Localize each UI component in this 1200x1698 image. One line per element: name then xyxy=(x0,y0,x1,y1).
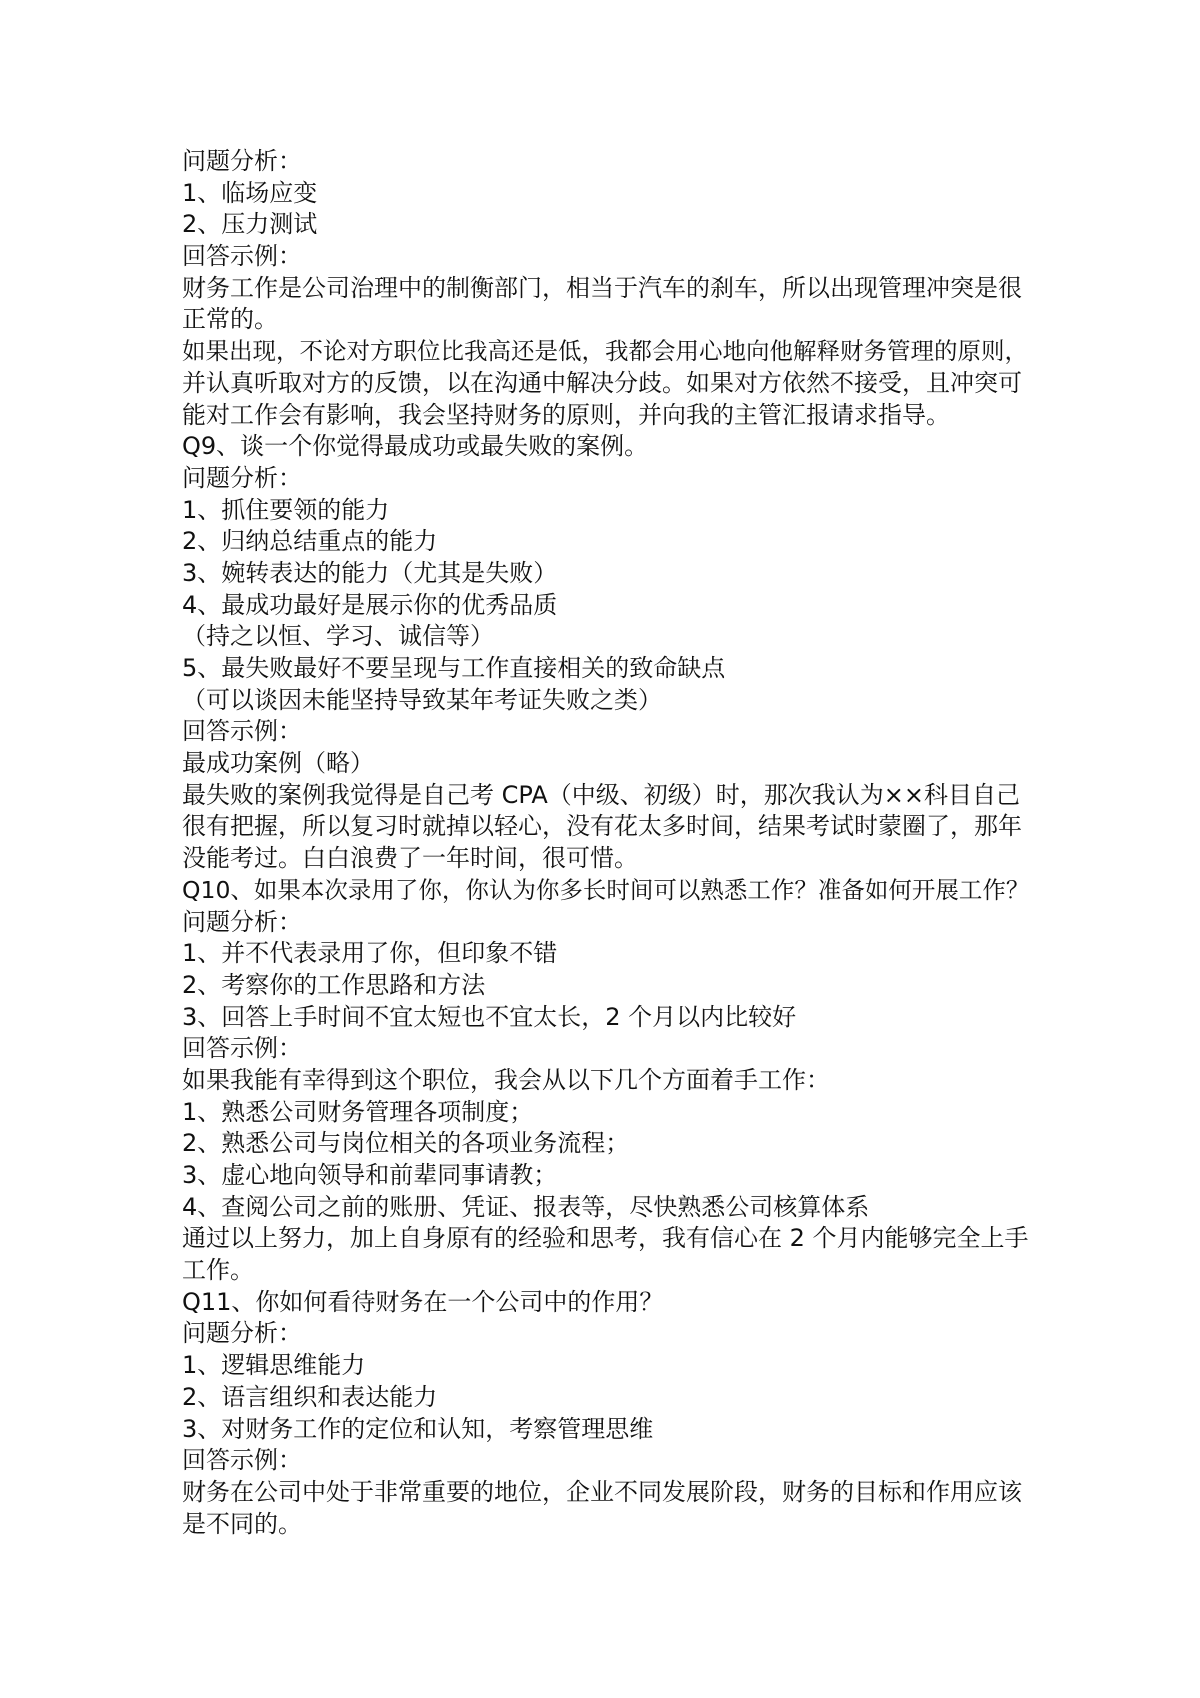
text-line: 没能考过。白白浪费了一年时间，很可惜。 xyxy=(182,844,638,873)
text-line: 问题分析： xyxy=(182,1319,302,1348)
text-line: 通过以上努力，加上自身原有的经验和思考，我有信心在 2 个月内能够完全上手 xyxy=(182,1224,1029,1253)
text-line: 1、抓住要领的能力 xyxy=(182,495,390,524)
text-line: 是不同的。 xyxy=(182,1509,302,1538)
text-line: 3、虚心地向领导和前辈同事请教； xyxy=(182,1161,558,1189)
text-line: 回答示例： xyxy=(182,242,302,271)
text-line: 问题分析： xyxy=(182,463,302,492)
text-line: 工作。 xyxy=(182,1256,254,1285)
text-line: 能对工作会有影响，我会坚持财务的原则，并向我的主管汇报请求指导。 xyxy=(182,400,950,429)
question-heading: Q10、如果本次录用了你，你认为你多长时间可以熟悉工作？准备如何开展工作？ xyxy=(182,875,1030,904)
text-line: 3、婉转表达的能力（尤其是失败） xyxy=(182,558,558,587)
text-line: 3、回答上手时间不宜太短也不宜太长，2 个月以内比较好 xyxy=(182,1002,797,1031)
text-line: 3、对财务工作的定位和认知，考察管理思维 xyxy=(182,1414,654,1443)
text-line: 很有把握，所以复习时就掉以轻心，没有花太多时间，结果考试时蒙圈了，那年 xyxy=(182,812,1022,841)
text-line: 1、临场应变 xyxy=(182,178,318,207)
text-line: 2、语言组织和表达能力 xyxy=(182,1382,438,1411)
text-line: 1、逻辑思维能力 xyxy=(182,1351,366,1380)
text-line: 回答示例： xyxy=(182,717,302,746)
text-line: 5、最失败最好不要呈现与工作直接相关的致命缺点 xyxy=(182,654,726,682)
text-line: 回答示例： xyxy=(182,1034,302,1063)
text-line: 最成功案例（略） xyxy=(182,749,374,778)
question-heading: Q11、你如何看待财务在一个公司中的作用？ xyxy=(182,1287,664,1316)
text-line: 2、压力测试 xyxy=(182,210,318,239)
text-line: 2、熟悉公司与岗位相关的各项业务流程； xyxy=(182,1129,630,1158)
text-line: 2、考察你的工作思路和方法 xyxy=(182,970,486,999)
document-body xyxy=(182,146,1032,1540)
text-line: 财务在公司中处于非常重要的地位，企业不同发展阶段，财务的目标和作用应该 xyxy=(182,1477,1022,1506)
text-line: 回答示例： xyxy=(182,1446,302,1475)
text-line: （可以谈因未能坚持导致某年考证失败之类） xyxy=(182,685,662,714)
text-line: 如果出现，不论对方职位比我高还是低，我都会用心地向他解释财务管理的原则， xyxy=(182,337,1028,366)
text-line: 4、最成功最好是展示你的优秀品质 xyxy=(182,590,558,619)
text-line: 如果我能有幸得到这个职位，我会从以下几个方面着手工作： xyxy=(182,1065,830,1094)
text-line: 1、并不代表录用了你，但印象不错 xyxy=(182,939,558,968)
text-line: 正常的。 xyxy=(182,305,278,334)
question-heading: Q9、谈一个你觉得最成功或最失败的案例。 xyxy=(182,432,649,461)
text-line: 1、熟悉公司财务管理各项制度； xyxy=(182,1097,534,1126)
text-line: 2、归纳总结重点的能力 xyxy=(182,527,438,556)
text-line: （持之以恒、学习、诚信等） xyxy=(182,622,494,651)
text-line: 4、查阅公司之前的账册、凭证、报表等，尽快熟悉公司核算体系 xyxy=(182,1192,870,1221)
text-line: 最失败的案例我觉得是自己考 CPA（中级、初级）时，那次我认为××科目自己 xyxy=(182,780,1020,809)
text-line: 财务工作是公司治理中的制衡部门，相当于汽车的刹车，所以出现管理冲突是很 xyxy=(182,273,1022,302)
text-line: 问题分析： xyxy=(182,907,302,936)
text-line: 并认真听取对方的反馈，以在沟通中解决分歧。如果对方依然不接受，且冲突可 xyxy=(182,368,1022,397)
text-line: 问题分析： xyxy=(182,147,302,175)
